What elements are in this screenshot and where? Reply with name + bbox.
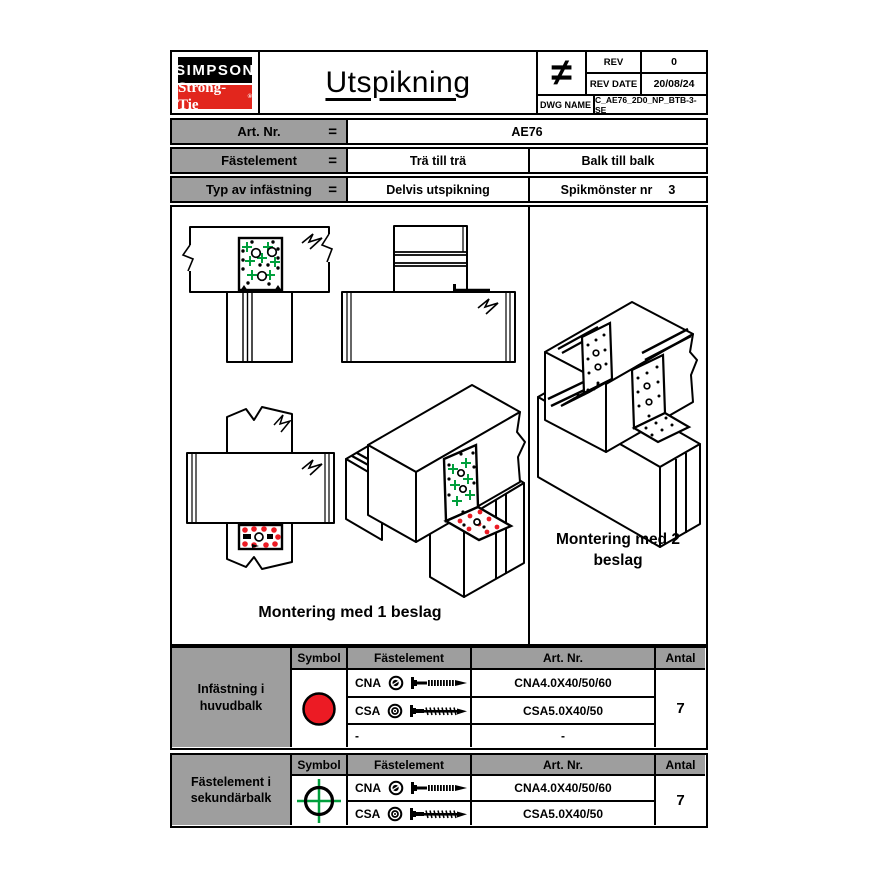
caption-two-brackets: Montering med 2 beslag [555,531,680,569]
logo-text-simpson: SIMPSON [175,61,255,79]
strong-tie-logo [178,80,252,113]
caption-one-bracket: Montering med 1 beslag [258,604,442,621]
attachment-type-value: Delvis utspikning [348,178,530,201]
main-beam-fastening-table [170,646,708,750]
art-nr-label-cell: Art. Nr. = [172,120,348,143]
side-view-drawing [342,226,515,362]
logo-text-strong-tie: Strong-Tie [178,80,227,113]
drawing-area [170,205,708,646]
col-header-fastener: Fästelement [348,648,472,670]
col-header-symbol: Symbol [292,648,348,670]
front-view-drawing [187,407,334,569]
fastener-type-value-2: Balk till balk [581,153,655,168]
red-circle-symbol [292,670,348,747]
single-bracket-drawing [172,207,528,644]
dwg-name-label: DWG NAME [538,96,595,113]
fastener-row-cna: CNA [348,670,472,698]
nail-pattern-value: Spikmönster nr 3 [560,182,676,197]
section-label-secondary-beam: Fästelement i sekundärbalk [172,755,292,825]
art-nr-row [170,118,708,145]
rev-value: 0 [642,52,706,74]
col-header-symbol: Symbol [292,755,348,776]
art-nr-empty: - [472,725,656,747]
screw-icon [410,807,468,821]
double-bracket-drawing [530,207,706,644]
fastener-row-csa: CSA [348,802,472,825]
fastener-type-label-cell: Fästelement = [172,149,348,172]
col-header-art-nr: Art. Nr. [472,755,656,776]
cna-head-marking-icon [388,780,404,796]
secondary-beam-fastening-table [170,753,708,828]
col-header-fastener: Fästelement [348,755,472,776]
art-nr-cna: CNA4.0X40/50/60 [472,776,656,802]
art-nr-value: AE76 [511,124,543,139]
qty-secondary-beam: 7 [656,776,705,825]
col-header-qty: Antal [656,755,705,776]
csa-head-marking-icon [387,703,403,719]
top-view-drawing [183,227,334,362]
art-nr-csa: CSA5.0X40/50 [472,698,656,725]
bracket-plate-top-view [239,238,282,291]
section-label-main-beam: Infästning i huvudbalk [172,648,292,747]
csa-head-marking-icon [387,806,403,822]
attachment-type-label-cell: Typ av infästning = [172,178,348,201]
equals-sign: = [328,181,337,198]
fastener-row-empty: - [348,725,472,747]
nail-icon [411,676,469,690]
rev-label: REV [587,52,642,74]
rev-date-label: REV DATE [587,74,642,96]
green-crosshair-symbol-icon [295,777,343,825]
col-header-qty: Antal [656,648,705,670]
dwg-name-value: C_AE76_2D0_NP_BTB-3-SE [595,94,697,115]
fastener-type-value-1: Trä till trä [348,149,530,172]
nail-pattern-number: 3 [668,182,676,197]
equals-sign: = [328,152,337,169]
fastener-type-row [170,147,708,174]
revision-block [536,50,708,115]
isometric-two-bracket-drawing [538,302,700,547]
not-equal-icon: ≠ [538,52,587,96]
title-box [258,50,538,115]
art-nr-cna: CNA4.0X40/50/60 [472,670,656,698]
logo-box [170,50,260,115]
page-title: Utspikning [325,65,471,99]
bracket-plate-front-view [239,525,282,549]
isometric-one-bracket-drawing [346,385,525,597]
art-nr-csa: CSA5.0X40/50 [472,802,656,825]
qty-main-beam: 7 [656,670,705,747]
col-header-art-nr: Art. Nr. [472,648,656,670]
fastener-row-csa: CSA [348,698,472,725]
attachment-type-row [170,176,708,203]
fastener-row-cna: CNA [348,776,472,802]
red-circle-symbol-icon [299,689,339,729]
screw-icon [410,704,468,718]
rev-date-value: 20/08/24 [642,74,706,96]
registered-mark: ® [247,94,252,100]
equals-sign: = [328,123,337,140]
green-crosshair-symbol [292,776,348,825]
cna-head-marking-icon [388,675,404,691]
nail-icon [411,781,469,795]
